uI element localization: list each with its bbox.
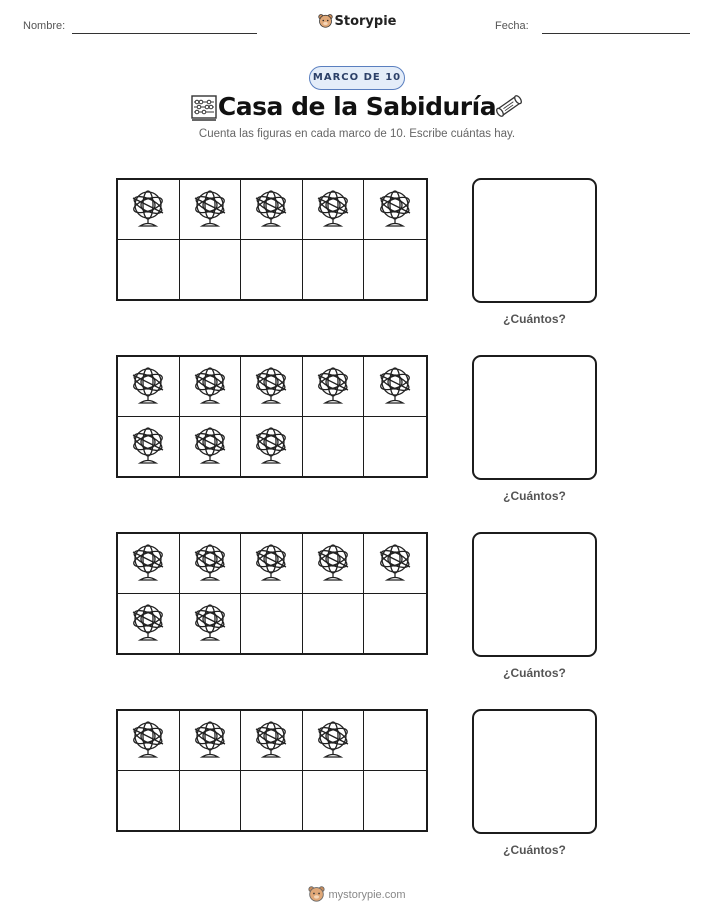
frame-cell (364, 180, 426, 240)
frame-cell (180, 594, 242, 654)
frame-cell (303, 771, 365, 831)
armillary-sphere-icon (129, 543, 167, 583)
frame-cell (364, 594, 426, 654)
armillary-sphere-icon (252, 426, 290, 466)
frame-cell (241, 417, 303, 477)
frame-cell (180, 711, 242, 771)
armillary-sphere-icon (129, 720, 167, 760)
frame-cell (303, 357, 365, 417)
armillary-sphere-icon (191, 543, 229, 583)
brand-logo (0, 13, 714, 29)
frame-cell (241, 534, 303, 594)
frame-cell (241, 240, 303, 300)
armillary-sphere-icon (376, 189, 414, 229)
frame-cell (241, 594, 303, 654)
frame-cell (118, 180, 180, 240)
date-label: Fecha: (495, 20, 529, 32)
armillary-sphere-icon (314, 720, 352, 760)
armillary-sphere-icon (191, 603, 229, 643)
bear-logo-icon (318, 13, 333, 28)
footer-url: mystorypie.com (328, 889, 406, 901)
frame-cell (180, 534, 242, 594)
frame-cell (364, 417, 426, 477)
frame-cell (303, 180, 365, 240)
frame-cell (180, 771, 242, 831)
name-line[interactable] (72, 33, 257, 34)
ten-frame-3 (116, 532, 428, 655)
frame-cell (180, 240, 242, 300)
armillary-sphere-icon (129, 426, 167, 466)
frame-cell (241, 180, 303, 240)
frame-cell (180, 357, 242, 417)
brand-name: Storypie (334, 14, 397, 29)
frame-cell (241, 771, 303, 831)
ten-frame-4 (116, 709, 428, 832)
answer-box-2[interactable] (472, 355, 597, 480)
armillary-sphere-icon (314, 189, 352, 229)
ten-frame-2 (116, 355, 428, 478)
footer (0, 885, 714, 902)
frame-cell (364, 711, 426, 771)
frame-cell (241, 357, 303, 417)
instructions: Cuenta las figuras en cada marco de 10. Escribe cuántas hay. (198, 128, 516, 140)
armillary-sphere-icon (376, 543, 414, 583)
armillary-sphere-icon (191, 426, 229, 466)
armillary-sphere-icon (129, 366, 167, 406)
frame-cell (303, 534, 365, 594)
frame-cell (180, 417, 242, 477)
frame-cell (364, 534, 426, 594)
armillary-sphere-icon (252, 366, 290, 406)
armillary-sphere-icon (252, 543, 290, 583)
frame-cell (303, 711, 365, 771)
frame-cell (303, 240, 365, 300)
scroll-icon (493, 92, 525, 120)
frame-cell (364, 771, 426, 831)
frame-cell (118, 711, 180, 771)
date-line[interactable] (542, 33, 690, 34)
answer-box-4[interactable] (472, 709, 597, 834)
answer-box-3[interactable] (472, 532, 597, 657)
ten-frame-1 (116, 178, 428, 301)
frame-cell (118, 357, 180, 417)
frame-cell (303, 417, 365, 477)
armillary-sphere-icon (314, 543, 352, 583)
frame-cell (118, 417, 180, 477)
worksheet-type-badge: MARCO DE 10 (309, 66, 405, 90)
armillary-sphere-icon (129, 189, 167, 229)
bear-logo-icon (308, 885, 325, 902)
armillary-sphere-icon (191, 720, 229, 760)
frame-cell (180, 180, 242, 240)
frame-cell (241, 711, 303, 771)
how-many-label-3: ¿Cuántos? (503, 666, 566, 680)
how-many-label-2: ¿Cuántos? (503, 489, 566, 503)
armillary-sphere-icon (314, 366, 352, 406)
answer-box-1[interactable] (472, 178, 597, 303)
frame-cell (118, 594, 180, 654)
frame-cell (364, 357, 426, 417)
armillary-sphere-icon (376, 366, 414, 406)
how-many-label-1: ¿Cuántos? (503, 312, 566, 326)
name-label: Nombre: (23, 20, 66, 32)
armillary-sphere-icon (252, 720, 290, 760)
frame-cell (118, 771, 180, 831)
armillary-sphere-icon (129, 603, 167, 643)
armillary-sphere-icon (191, 366, 229, 406)
armillary-sphere-icon (191, 189, 229, 229)
frame-cell (303, 594, 365, 654)
frame-cell (118, 534, 180, 594)
frame-cell (118, 240, 180, 300)
frame-cell (364, 240, 426, 300)
how-many-label-4: ¿Cuántos? (503, 843, 566, 857)
page-title: Casa de la Sabiduría (217, 92, 497, 121)
armillary-sphere-icon (252, 189, 290, 229)
